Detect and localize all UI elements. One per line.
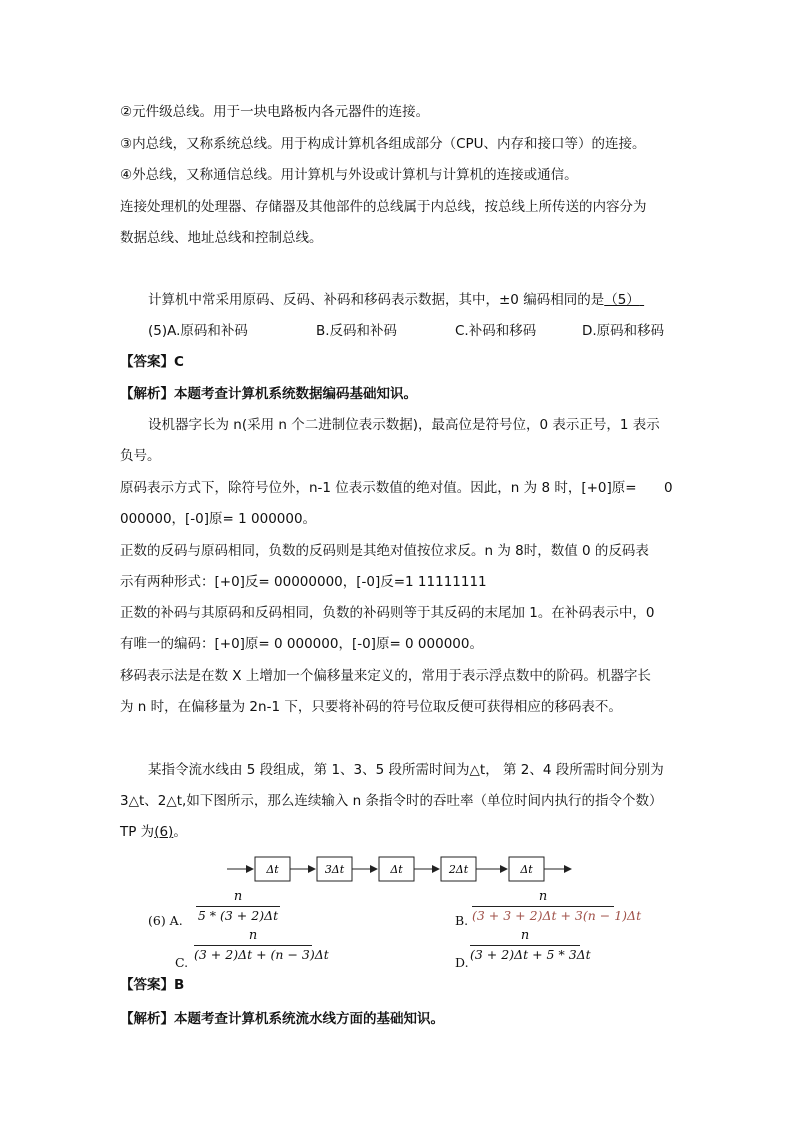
pipeline-stage-2-label: 3Δt	[324, 863, 345, 876]
q5-option-b: B.反码和补码	[316, 323, 398, 339]
q6-option-a-numerator: n	[233, 889, 243, 904]
q5-analysis-line: 示有两种形式：[+0]反= 00000000，[-0]反=1 11111111	[120, 574, 487, 590]
q6-option-c-label: C.	[175, 955, 189, 970]
fraction-bar	[194, 945, 312, 946]
q6-answer: 【答案】B	[120, 977, 185, 993]
bus-line-5: 连接处理机的处理器、存储器及其他部件的总线属于内总线，按总线上所传送的内容分为	[120, 199, 647, 215]
q5-answer: 【答案】C	[120, 354, 184, 370]
q5-analysis-line: 设机器字长为 n(采用 n 个二进制位表示数据)，最高位是符号位，0 表示正号，1 表示	[148, 417, 660, 433]
pipeline-stage-3-label: Δt	[390, 863, 403, 876]
q6-stem-period: 。	[173, 824, 187, 840]
q6-option-a-label: (6) A.	[148, 913, 183, 928]
q5-analysis-title: 【解析】本题考查计算机系统数据编码基础知识。	[120, 386, 417, 402]
q6-option-c-denominator: (3 + 2)Δt + (n − 3)Δt	[194, 947, 329, 962]
q5-analysis-line: 负号。	[120, 448, 161, 464]
bus-line-2: ②元件级总线。用于一块电路板内各元器件的连接。	[120, 104, 430, 120]
q6-option-b-denominator: (3 + 3 + 2)Δt + 3(n − 1)Δt	[472, 908, 642, 923]
q5-analysis-line: 正数的反码与原码相同，负数的反码则是其绝对值按位求反。n 为 8时，数值 0 的反码表	[120, 543, 649, 559]
q5-analysis-zero: 0	[664, 480, 673, 496]
q6-stem-line: 某指令流水线由 5 段组成，第 1、3、5 段所需时间为△t， 第 2、4 段所需时间分别为	[148, 762, 664, 778]
q5-stem	[148, 290, 644, 310]
fraction-bar	[472, 906, 614, 907]
fraction-bar	[196, 906, 280, 907]
q5-analysis-line: 移码表示法是在数 X 上增加一个偏移量来定义的，常用于表示浮点数中的阶码。机器字长	[120, 668, 651, 684]
q6-stem-tail	[120, 822, 187, 842]
q5-blank-trail	[640, 292, 644, 308]
bus-line-4: ④外总线，又称通信总线。用计算机与外设或计算机与计算机的连接或通信。	[120, 167, 578, 183]
q6-option-d-label: D.	[455, 955, 469, 970]
q6-option-a-denominator: 5 * (3 + 2)Δt	[197, 908, 279, 923]
q6-option-b-numerator: n	[538, 889, 548, 904]
q6-blank: (6)	[154, 824, 174, 840]
q5-option-a: (5)A.原码和补码	[148, 323, 248, 339]
pipeline-stage-5-label: Δt	[520, 863, 533, 876]
q6-option-b-label: B.	[455, 913, 469, 928]
fraction-bar	[470, 945, 580, 946]
q6-option-d-formula	[470, 928, 591, 963]
q6-option-d-denominator: (3 + 2)Δt + 5 * 3Δt	[470, 947, 591, 962]
q6-option-b-formula	[472, 889, 642, 924]
q5-analysis-line: 原码表示方式下，除符号位外，n-1 位表示数值的绝对值。因此，n 为 8 时，[+0]原=	[120, 480, 637, 496]
q5-option-c: C.补码和移码	[455, 323, 537, 339]
q5-analysis-line: 000000，[-0]原= 1 000000。	[120, 511, 317, 527]
q6-option-d-numerator: n	[520, 928, 530, 943]
q6-option-a-formula	[196, 889, 280, 924]
pipeline-stage-4-label: 2Δt	[448, 863, 469, 876]
q5-blank: （5）	[604, 292, 640, 308]
q6-stem-tail-text: TP 为	[120, 824, 155, 840]
q5-analysis-line: 正数的补码与其原码和反码相同，负数的补码则等于其反码的末尾加 1。在补码表示中，0	[120, 605, 655, 621]
q6-analysis-title: 【解析】本题考查计算机系统流水线方面的基础知识。	[120, 1011, 444, 1027]
bus-line-6: 数据总线、地址总线和控制总线。	[120, 230, 323, 246]
pipeline-stage-1-label: Δt	[266, 863, 279, 876]
pipeline-diagram	[225, 852, 580, 886]
q6-option-c-numerator: n	[248, 928, 258, 943]
q5-option-d: D.原码和移码	[582, 323, 665, 339]
q5-stem-text: 计算机中常采用原码、反码、补码和移码表示数据，其中，±0 编码相同的是	[148, 292, 605, 308]
q5-analysis-line: 为 n 时，在偏移量为 2n-1 下，只要将补码的符号位取反便可获得相应的移码表不。	[120, 699, 622, 715]
q6-option-c-formula	[194, 928, 329, 963]
bus-line-3: ③内总线，又称系统总线。用于构成计算机各组成部分（CPU、内存和接口等）的连接。	[120, 136, 646, 152]
q6-stem-line: 3△t、2△t,如下图所示，那么连续输入 n 条指令时的吞吐率（单位时间内执行的指令个数）	[120, 793, 663, 809]
q5-analysis-line: 有唯一的编码：[+0]原= 0 000000，[-0]原= 0 000000。	[120, 636, 483, 652]
